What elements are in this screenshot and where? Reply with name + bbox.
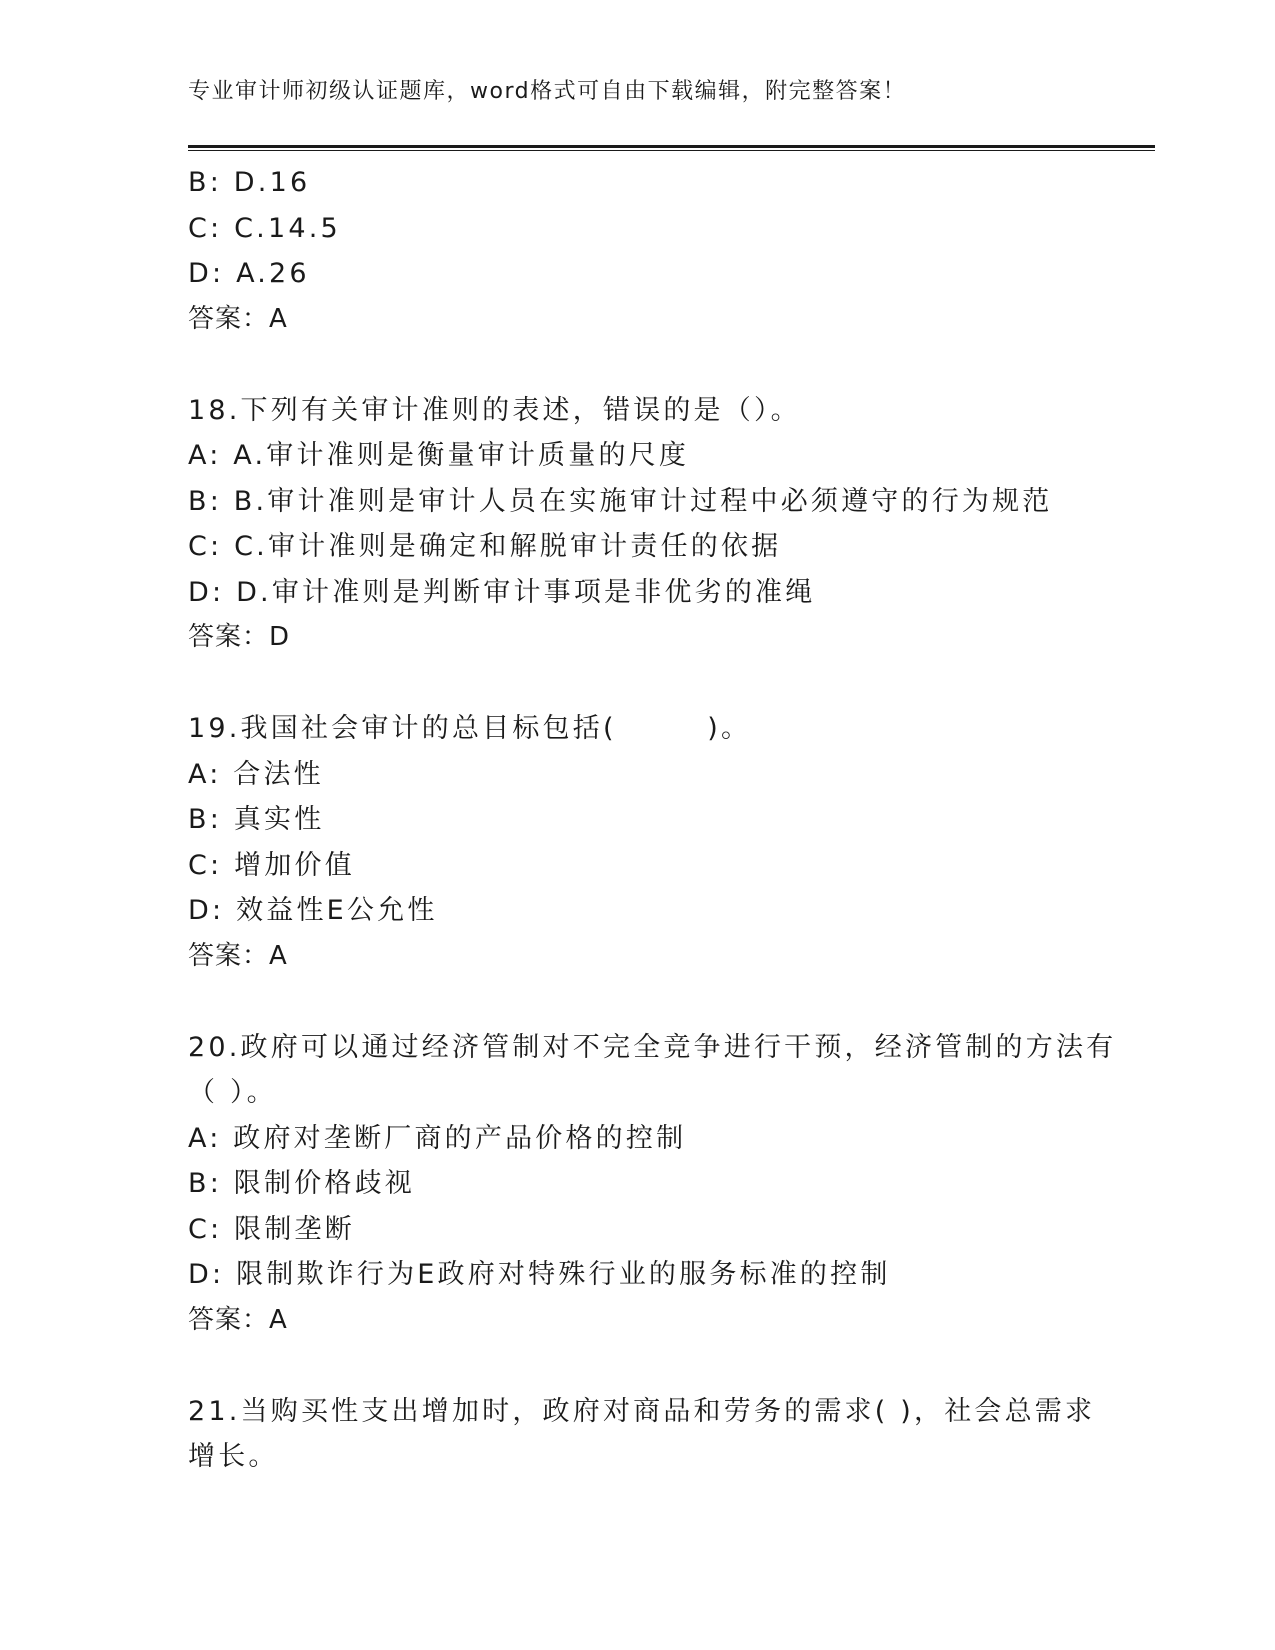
block-gap bbox=[188, 1343, 1148, 1389]
block-gap bbox=[188, 661, 1148, 707]
answer-line: 答案：A bbox=[188, 940, 288, 971]
option-line: C: 限制垄断 bbox=[188, 1213, 355, 1245]
option-line: B: D.16 bbox=[188, 167, 311, 198]
option-line: D: A.26 bbox=[188, 258, 310, 289]
question-text: 21.当购买性支出增加时，政府对商品和劳务的需求( )，社会总需求 bbox=[188, 1395, 1096, 1427]
block-gap bbox=[188, 979, 1148, 1025]
page-header: 专业审计师初级认证题库，word格式可自由下载编辑，附完整答案！ bbox=[188, 79, 907, 104]
question-text: 18.下列有关审计准则的表述，错误的是（）。 bbox=[188, 394, 801, 426]
header-rule-thick bbox=[188, 145, 1155, 148]
answer-line: 答案：D bbox=[188, 622, 291, 652]
block-gap bbox=[188, 342, 1148, 388]
option-line: C: C.审计准则是确定和解脱审计责任的依据 bbox=[188, 531, 782, 562]
option-line: D: 效益性E公允性 bbox=[188, 895, 438, 926]
question-text: （ ）。 bbox=[188, 1077, 277, 1108]
option-line: A: 政府对垄断厂商的产品价格的控制 bbox=[188, 1122, 687, 1154]
question-text: 19.我国社会审计的总目标包括( )。 bbox=[188, 713, 752, 744]
option-line: B: 限制价格歧视 bbox=[188, 1168, 416, 1199]
question-list bbox=[188, 160, 1148, 1480]
option-line: D: 限制欺诈行为E政府对特殊行业的服务标准的控制 bbox=[188, 1259, 891, 1290]
header-rule-thin bbox=[188, 150, 1155, 151]
option-line: B: B.审计准则是审计人员在实施审计过程中必须遵守的行为规范 bbox=[188, 485, 1053, 517]
option-line: A: 合法性 bbox=[188, 758, 324, 790]
option-line: C: C.14.5 bbox=[188, 212, 341, 244]
option-line: D: D.审计准则是判断审计事项是非优劣的准绳 bbox=[188, 576, 816, 608]
option-line: A: A.审计准则是衡量审计质量的尺度 bbox=[188, 440, 690, 471]
question-text: 增长。 bbox=[188, 1441, 279, 1472]
option-line: C: 增加价值 bbox=[188, 849, 355, 881]
question-text: 20.政府可以通过经济管制对不完全竞争进行干预，经济管制的方法有 bbox=[188, 1031, 1117, 1063]
answer-line: 答案：A bbox=[188, 1304, 288, 1335]
answer-line: 答案：A bbox=[188, 303, 288, 334]
option-line: B: 真实性 bbox=[188, 804, 325, 835]
